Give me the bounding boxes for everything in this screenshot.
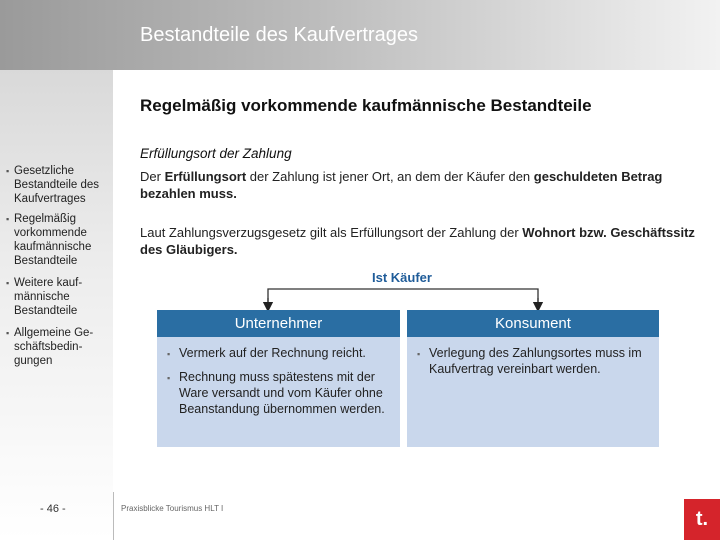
sidebar-item-label: Allgemeine Ge- schäftsbedin- gungen — [14, 327, 94, 367]
buyer-label: Ist Käufer — [372, 270, 432, 285]
footer-text: Praxisblicke Tourismus HLT I — [121, 504, 224, 513]
list-item — [167, 369, 390, 417]
list-item-text: Rechnung muss spätestens mit der Ware versandt und vom Käufer ohne Beanstandung übernommen werden. — [179, 370, 385, 416]
sidebar-item-label: Gesetzliche Bestandteile des Kaufvertrages — [14, 165, 100, 205]
para-bold: Erfüllungsort — [164, 169, 247, 184]
page-title: Bestandteile des Kaufvertrages — [140, 24, 418, 46]
list-item-text: Verlegung des Zahlungsortes muss im Kaufvertrag vereinbart werden. — [429, 346, 642, 376]
sidebar-item-label: Weitere kauf- männische Bestandteile — [14, 277, 83, 317]
para-text: Der — [140, 169, 165, 184]
para-text: Laut Zahlungsverzugsgesetz gilt als Erfüllungsort der Zahlung der — [140, 225, 523, 240]
bullet-icon: ▪ — [6, 328, 10, 338]
para-text: der Zahlung ist jener Ort, an dem der Käufer den — [246, 169, 534, 184]
list-item — [417, 345, 649, 377]
bullet-icon: ▪ — [6, 166, 10, 176]
section-title: Erfüllungsort der Zahlung — [140, 146, 292, 161]
bullet-icon: ▪ — [6, 278, 10, 288]
subtitle: Regelmäßig vorkommende kaufmännische Bestandteile — [140, 96, 592, 115]
column-body-unternehmer — [157, 337, 400, 447]
page-number: - 46 - — [40, 503, 66, 515]
para-bold: geschuldeten Betrag bezahlen muss. — [140, 169, 663, 201]
column-heading-unternehmer: Unternehmer — [157, 310, 400, 337]
brand-logo: t. — [684, 499, 720, 540]
sidebar-item-label: Regelmäßig vorkommende kaufmännische Bestandteile — [14, 213, 92, 267]
column-heading-konsument: Konsument — [407, 310, 659, 337]
footer-divider — [113, 492, 114, 540]
list-item-text: Vermerk auf der Rechnung reicht. — [179, 346, 366, 360]
bullet-icon: ▪ — [6, 214, 10, 224]
bullet-icon: ▪ — [167, 373, 171, 383]
para-bold: Wohnort bzw. Geschäftssitz des Gläubigers. — [140, 225, 695, 257]
bullet-icon: ▪ — [167, 349, 171, 359]
bullet-icon: ▪ — [417, 349, 421, 359]
column-body-konsument — [407, 337, 659, 447]
list-item — [167, 345, 390, 361]
